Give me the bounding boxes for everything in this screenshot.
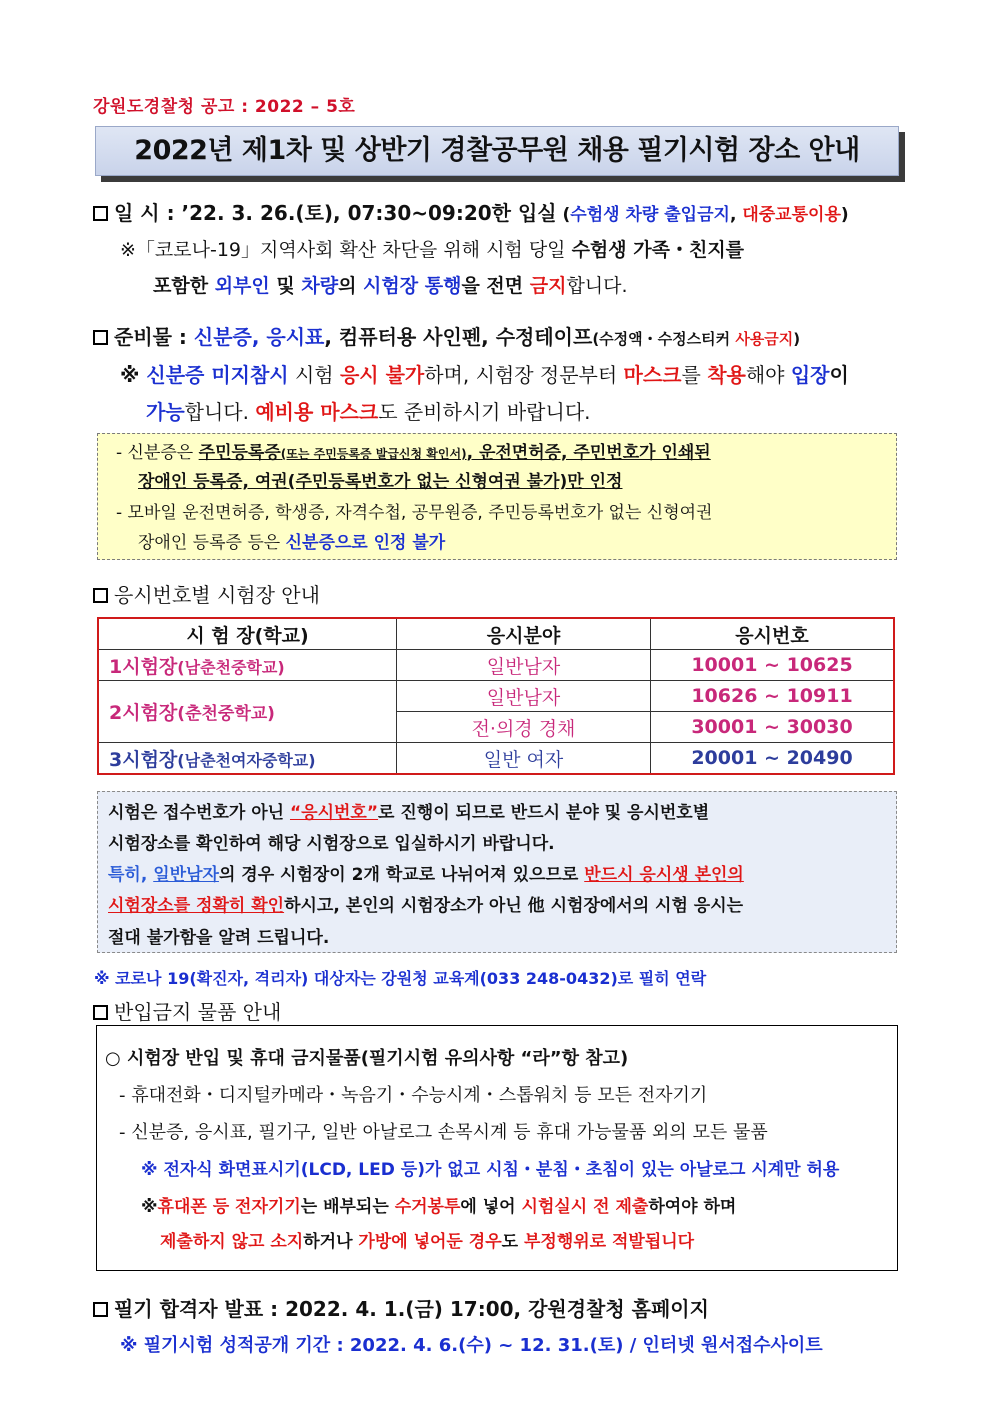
id-note-line-1	[116, 438, 711, 463]
note1-family: 수험생 가족・친지를	[571, 239, 745, 261]
id-l1-resident: 주민등록증	[198, 443, 281, 463]
exam-number-note-box	[97, 791, 897, 953]
ban-line-3: - 신분증, 응시표, 필기구, 일반 아날로그 손목시계 등 휴대 가능물품 외의 모든 물품	[119, 1122, 768, 1143]
bb-l3-must: 반드시 응시생 본인의	[584, 865, 744, 885]
n1-text: 이	[829, 363, 849, 387]
n1-text: 하며, 시험장 정문부터	[424, 363, 624, 387]
prep-line	[93, 321, 800, 350]
schedule-note-1	[120, 235, 744, 262]
ban-l5-text: 는 배부되는	[300, 1197, 395, 1217]
ban-l5-mark: ※	[141, 1197, 158, 1217]
checkbox-icon	[93, 588, 108, 603]
venue-heading-text: 응시번호별 시험장 안내	[114, 583, 320, 607]
bb-l3-general-male: 일반남자	[153, 865, 219, 885]
ban-heading	[93, 996, 281, 1025]
n1-fail: 응시 불가	[339, 363, 425, 387]
prep-paren: (수정액・수정스티커	[592, 330, 736, 348]
note1-text: ※「코로나-19」지역사회 확산 차단을 위해 시험 당일	[120, 239, 572, 261]
note2-part: 의	[338, 275, 364, 297]
note2-ban: 금지	[529, 275, 567, 297]
ban-heading-text: 반입금지 물품 안내	[114, 1000, 282, 1024]
note2-passage: 시험장 통행	[363, 275, 462, 297]
n1-noid: 신분증 미지참시	[146, 363, 289, 387]
col-header-number: 응시번호	[651, 618, 895, 650]
n1-mark: ※	[120, 363, 147, 387]
id-l4-text: 장애인 등록증 등은	[138, 533, 286, 553]
ban-l6-text: 도	[501, 1232, 524, 1252]
field-cell: 일반남자	[397, 650, 651, 681]
table-header-row	[98, 618, 894, 650]
ban-l5-devices: 휴대폰 등 전자기기	[157, 1197, 301, 1217]
ban-l5-text: 에 넣어	[460, 1197, 522, 1217]
venue-cell	[98, 743, 397, 775]
ban-l6-cheating: 부정행위로 적발됩니다	[523, 1232, 695, 1252]
prep-paren-close: )	[793, 330, 801, 348]
prep-ban: 사용금지	[735, 330, 794, 348]
n1-mask: 마스크	[623, 363, 682, 387]
ban-line-1: ○ 시험장 반입 및 휴대 금지물품(필기시험 유의사항 “라”항 참고)	[105, 1048, 629, 1069]
note2-part: 포함한	[153, 275, 215, 297]
id-note-box	[97, 433, 897, 560]
prep-note-2	[146, 396, 591, 425]
venue-school: (남춘천여자중학교)	[177, 750, 316, 770]
result-text: 필기 합격자 발표 : 2022. 4. 1.(금) 17:00, 강원경찰청 홈페이지	[114, 1297, 709, 1321]
venue-num: 1시험장	[109, 655, 178, 678]
ban-line-6	[160, 1227, 694, 1252]
table-row	[98, 681, 894, 712]
schedule-public: 대중교통이용	[742, 205, 841, 225]
table-row	[98, 743, 894, 775]
n1-enter: 입장	[790, 363, 830, 387]
ban-l5-submit: 시험실시 전 제출	[521, 1197, 649, 1217]
checkbox-icon	[93, 330, 108, 345]
bb-l1-examnum: “응시번호”	[289, 803, 379, 823]
id-l1-rest: , 운전면허증, 주민번호가 인쇄된	[466, 443, 711, 463]
result-line	[93, 1293, 709, 1322]
ban-l5-text: 하여야 하며	[648, 1197, 737, 1217]
venue-school: (춘천중학교)	[177, 704, 275, 724]
bb-l4-text: 하시고, 본인의 시험장소가 아닌 他 시험장에서의 시험 응시는	[284, 896, 744, 916]
id-note-line-4	[138, 528, 445, 553]
ban-l6-keep: 제출하지 않고 소지	[160, 1232, 304, 1252]
bb-l1-rest: 로 진행이 되므로 반드시 분야 및 응시번호별	[378, 803, 710, 823]
prep-note-1	[120, 359, 849, 388]
range-cell: 20001 ~ 20490	[651, 743, 895, 775]
ban-l5-envelope: 수거봉투	[394, 1197, 461, 1217]
notice-number: 강원도경찰청 공고 : 2022 – 5호	[93, 97, 356, 117]
checkbox-icon	[93, 206, 108, 221]
bb-line-4	[108, 891, 743, 916]
note2-part: 합니다.	[566, 275, 628, 297]
bb-l1-text: 시험은 접수번호가 아닌	[108, 803, 290, 823]
bb-line-5: 절대 불가함을 알려 드립니다.	[108, 928, 330, 948]
ban-line-5	[141, 1192, 736, 1217]
prep-items: , 컴퓨터용 사인펜, 수정테이프	[324, 325, 593, 349]
schedule-paren-close: )	[840, 205, 849, 225]
schedule-note-2	[153, 271, 628, 298]
venue-table	[97, 617, 895, 775]
result-note: ※ 필기시험 성적공개 기간 : 2022. 4. 6.(수) ~ 12. 31.(토) / 인터넷 원서접수사이트	[120, 1335, 823, 1356]
ban-l6-bag: 가방에 넣어둔 경우	[358, 1232, 502, 1252]
bb-line-1	[108, 798, 709, 823]
range-cell: 30001 ~ 30030	[651, 712, 895, 743]
schedule-head: 일 시 : ’22. 3. 26.(토), 07:30~09:20한 입실	[114, 201, 557, 225]
id-l1-paren: (또는 주민등록증 발급신청 확인서)	[280, 447, 467, 461]
bb-l4-confirm: 시험장소를 정확히 확인	[108, 896, 285, 916]
note2-part: 및	[269, 275, 302, 297]
id-note-line-2: 장애인 등록증, 여권(주민등록번호가 없는 신형여권 불가)만 인정	[138, 472, 623, 492]
field-cell: 일반남자	[397, 681, 651, 712]
checkbox-icon	[93, 1302, 108, 1317]
note2-outsider: 외부인	[214, 275, 270, 297]
n1-text: 를	[681, 363, 708, 387]
n2-text: 합니다.	[184, 400, 256, 424]
col-header-venue: 시 험 장(학교)	[98, 618, 397, 650]
venue-cell	[98, 650, 397, 681]
ban-l6-text: 하거나	[303, 1232, 359, 1252]
checkbox-icon	[93, 1005, 108, 1020]
n2-text: 도 준비하시기 바랍니다.	[378, 400, 591, 424]
n2-spare-mask: 예비용 마스크	[255, 400, 379, 424]
venue-num: 3시험장	[109, 748, 178, 771]
bb-l3-especially: 특히,	[108, 865, 154, 885]
table-row	[98, 650, 894, 681]
n1-wear: 착용	[707, 363, 746, 387]
bb-line-3	[108, 860, 744, 885]
schedule-comma: ,	[729, 205, 743, 225]
covid-note: ※ 코로나 19(확진자, 격리자) 대상자는 강원청 교육계(033 248-0432)로 필히 연락	[94, 969, 707, 988]
schedule-line	[93, 197, 849, 226]
id-note-line-3: - 모바일 운전면허증, 학생증, 자격수첩, 공무원증, 주민등록번호가 없는 신형여권	[116, 503, 713, 523]
n2-possible: 가능	[146, 400, 185, 424]
venue-num: 2시험장	[109, 702, 178, 724]
id-l1-text: - 신분증은	[116, 443, 199, 463]
range-cell: 10001 ~ 10625	[651, 650, 895, 681]
field-cell: 전·의경 경채	[397, 712, 651, 743]
schedule-no-car: 수험생 차량 출입금지	[570, 205, 730, 225]
prep-label: 준비물 :	[114, 325, 194, 349]
venue-cell	[98, 681, 397, 743]
range-cell: 10626 ~ 10911	[651, 681, 895, 712]
n1-text: 시험	[288, 363, 340, 387]
col-header-field: 응시분야	[397, 618, 651, 650]
note2-part: 을 전면	[461, 275, 530, 297]
page-title: 2022년 제1차 및 상반기 경찰공무원 채용 필기시험 장소 안내	[95, 126, 899, 176]
banned-items-box	[96, 1025, 898, 1271]
ban-line-4: ※ 전자식 화면표시기(LCD, LED 등)가 없고 시침・분침・초침이 있는 아날로그 시계만 허용	[141, 1160, 840, 1180]
venue-school: (남춘천중학교)	[177, 657, 285, 677]
bb-l3-text: 의 경우 시험장이 2개 학교로 나뉘어져 있으므로	[218, 865, 585, 885]
note2-vehicle: 차량	[301, 275, 339, 297]
id-l4-notaccepted: 신분증으로 인정 불가	[285, 533, 446, 553]
bb-line-2: 시험장소를 확인하여 해당 시험장으로 입실하시기 바랍니다.	[108, 834, 555, 854]
schedule-paren-open: (	[556, 205, 571, 225]
field-cell: 일반 여자	[397, 743, 651, 775]
n1-text: 해야	[745, 363, 791, 387]
prep-id: 신분증, 응시표	[193, 325, 325, 349]
venue-heading	[93, 579, 320, 608]
ban-line-2: - 휴대전화・디지털카메라・녹음기・수능시계・스톱워치 등 모든 전자기기	[119, 1085, 708, 1106]
